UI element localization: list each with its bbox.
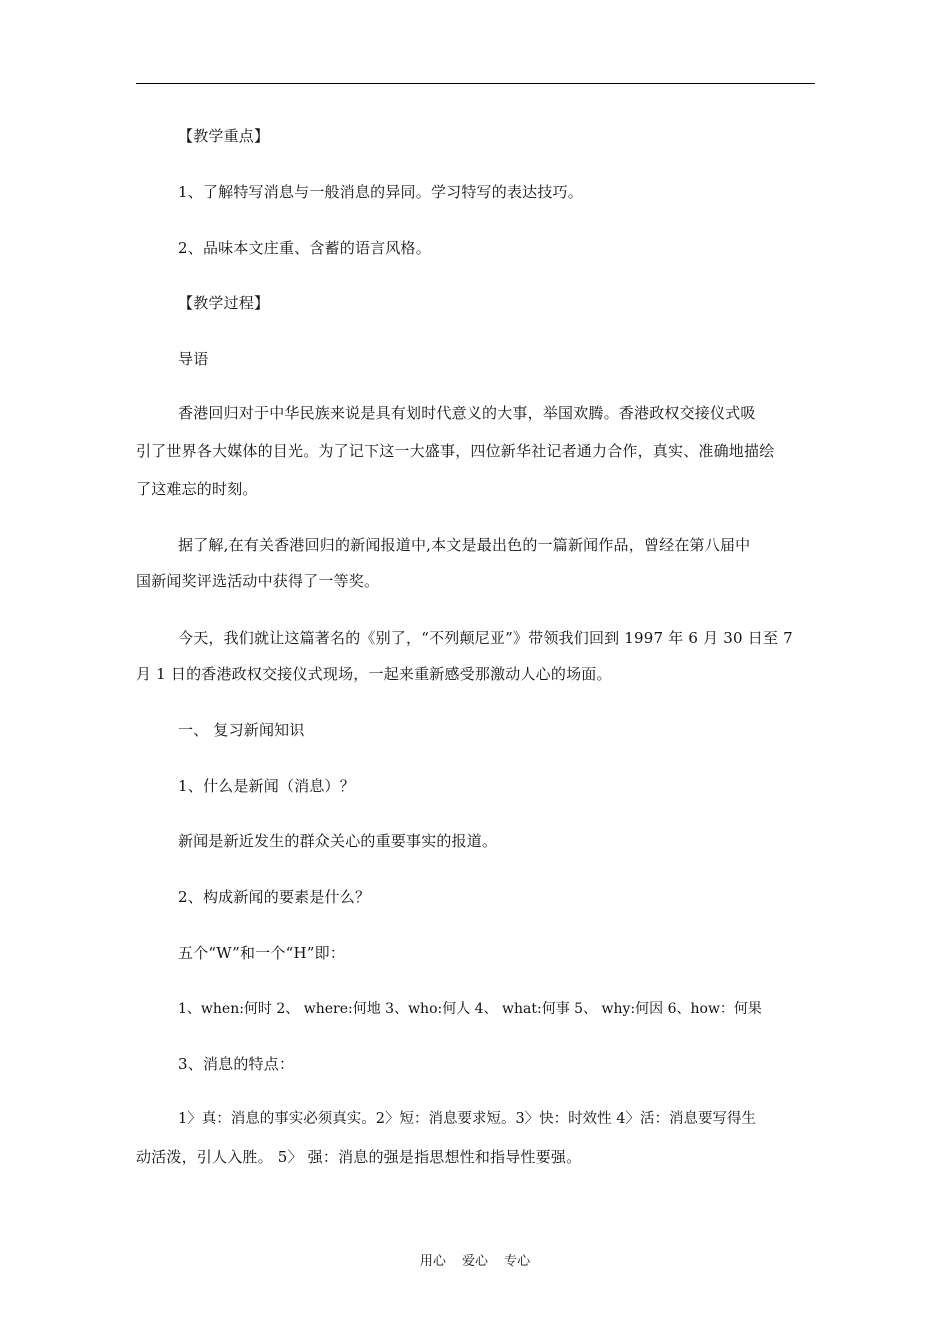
key-point-1: 1、了解特写消息与一般消息的异同。学习特写的表达技巧。	[178, 183, 583, 201]
heading-process: 【教学过程】	[178, 294, 270, 312]
intro-label: 导语	[178, 350, 209, 368]
answer-3-line-1: 1〉真：消息的事实必须真实。2〉短：消息要求短。3〉快：时效性 4〉活：消息要写得生	[178, 1111, 757, 1127]
paragraph-1-line-3: 了这难忘的时刻。	[136, 480, 258, 498]
answer-2-list: 1、when:何时 2、 where:何地 3、who:何人 4、 what:何事 5、 why:何因 6、how：何果	[178, 1001, 762, 1017]
section-1-title: 一、 复习新闻知识	[178, 721, 305, 739]
question-2: 2、构成新闻的要素是什么？	[178, 888, 371, 906]
header-rule	[136, 83, 815, 84]
paragraph-3-line-1: 今天，我们就让这篇著名的《别了，“不列颠尼亚”》带领我们回到 1997 年 6 月 30 日至 7	[178, 629, 793, 647]
key-point-2: 2、品味本文庄重、含蓄的语言风格。	[178, 239, 431, 257]
paragraph-2-line-2: 国新闻奖评选活动中获得了一等奖。	[136, 572, 380, 590]
answer-1: 新闻是新近发生的群众关心的重要事实的报道。	[178, 832, 498, 850]
question-1: 1、什么是新闻（消息）？	[178, 777, 355, 795]
answer-3-line-2: 动活泼，引人入胜。 5〉 强：消息的强是指思想性和指导性要强。	[136, 1148, 582, 1166]
paragraph-2-line-1: 据了解,在有关香港回归的新闻报道中,本文是最出色的一篇新闻作品，曾经在第八届中	[178, 536, 751, 554]
question-3: 3、消息的特点：	[178, 1055, 295, 1073]
heading-key-points: 【教学重点】	[178, 127, 270, 145]
answer-2-intro: 五个“W”和一个“H”即：	[178, 944, 346, 962]
page-footer: 用心 爱心 专心	[419, 1254, 531, 1269]
paragraph-3-line-2: 月 1 日的香港政权交接仪式现场，一起来重新感受那激动人心的场面。	[136, 665, 612, 683]
paragraph-1-line-2: 引了世界各大媒体的目光。为了记下这一大盛事，四位新华社记者通力合作，真实、准确地描绘	[136, 442, 775, 460]
paragraph-1-line-1: 香港回归对于中华民族来说是具有划时代意义的大事，举国欢腾。香港政权交接仪式吸	[178, 404, 756, 422]
